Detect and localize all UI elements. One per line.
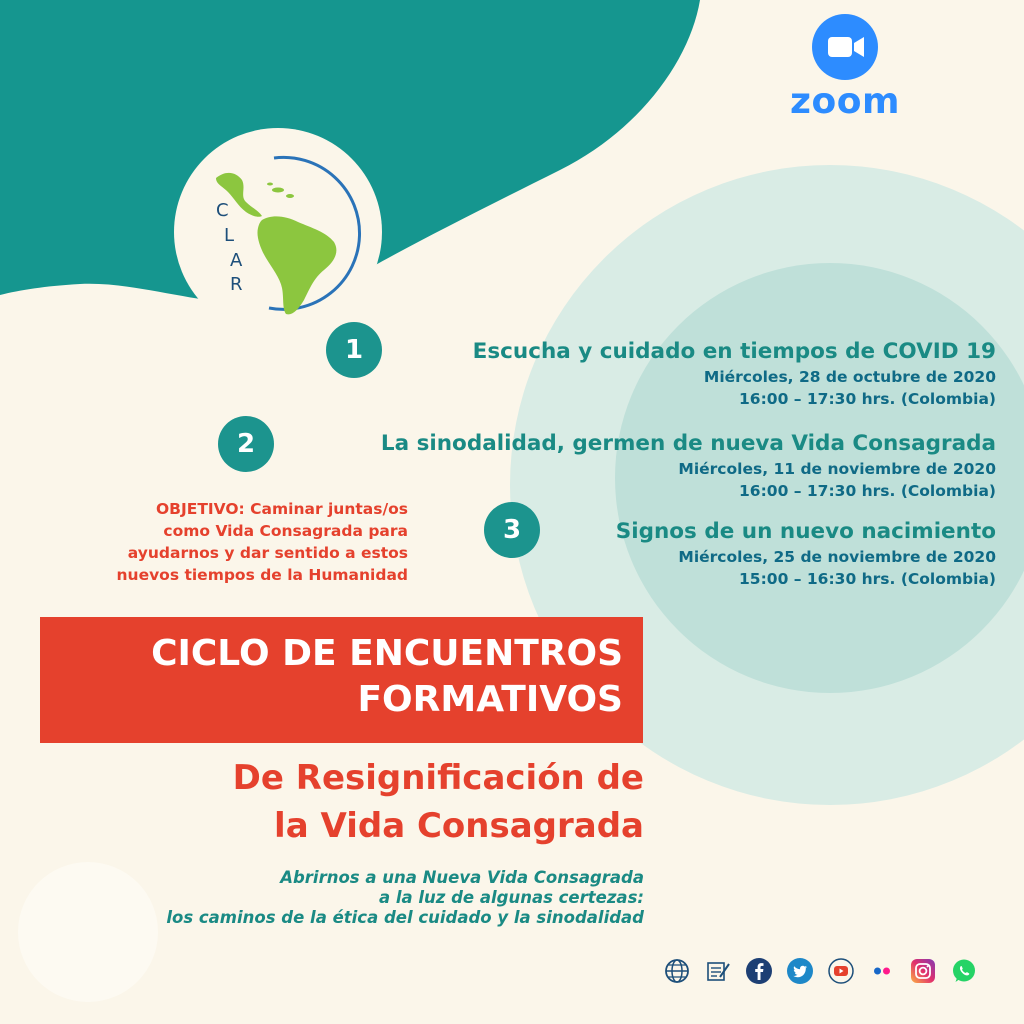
session-2-time: 16:00 – 17:30 hrs. (Colombia) xyxy=(739,482,996,500)
whatsapp-icon[interactable] xyxy=(949,956,979,986)
youtube-icon[interactable] xyxy=(826,956,856,986)
session-1-time: 16:00 – 17:30 hrs. (Colombia) xyxy=(739,390,996,408)
session-2-date: Miércoles, 11 de noviembre de 2020 xyxy=(678,460,996,478)
clar-letter-a: A xyxy=(230,250,243,271)
blog-icon[interactable] xyxy=(703,956,733,986)
clar-letter-r: R xyxy=(230,274,243,295)
banner-line-1: CICLO DE ENCUENTROS xyxy=(151,633,623,674)
globe-icon[interactable] xyxy=(662,956,692,986)
resignification-title xyxy=(84,754,644,850)
session-3-date: Miércoles, 25 de noviembre de 2020 xyxy=(678,548,996,566)
tagline xyxy=(44,868,644,928)
flickr-icon[interactable] xyxy=(867,956,897,986)
cycle-banner xyxy=(40,617,643,743)
session-2 xyxy=(381,430,996,502)
facebook-icon[interactable] xyxy=(744,956,774,986)
session-2-number: 2 xyxy=(218,416,274,472)
objective-line-4: nuevos tiempos de la Humanidad xyxy=(116,566,408,584)
zoom-wordmark: zoom xyxy=(790,81,900,122)
session-1-date: Miércoles, 28 de octubre de 2020 xyxy=(703,368,996,386)
clar-map-icon xyxy=(174,128,382,336)
session-3-number: 3 xyxy=(484,502,540,558)
social-icons-bar xyxy=(662,956,979,986)
subtitle-line-1: De Resignificación de xyxy=(232,758,644,798)
session-1-number: 1 xyxy=(326,322,382,378)
banner-line-2: FORMATIVOS xyxy=(357,679,623,720)
tagline-line-3: los caminos de la ética del cuidado y la sinodalidad xyxy=(166,908,644,927)
session-1-title: Escucha y cuidado en tiempos de COVID 19 xyxy=(472,339,996,364)
objective-line-2: como Vida Consagrada para xyxy=(163,522,408,540)
tagline-line-2: a la luz de algunas certezas: xyxy=(378,888,644,907)
session-3-time: 15:00 – 16:30 hrs. (Colombia) xyxy=(739,570,996,588)
session-3 xyxy=(616,518,996,590)
zoom-camera-icon xyxy=(812,14,878,80)
tagline-line-1: Abrirnos a una Nueva Vida Consagrada xyxy=(280,868,644,887)
session-3-title: Signos de un nuevo nacimiento xyxy=(615,519,996,544)
clar-letter-c: C xyxy=(216,200,229,221)
clar-letter-l: L xyxy=(224,225,235,246)
instagram-icon[interactable] xyxy=(908,956,938,986)
zoom-logo xyxy=(780,14,910,122)
objective-line-3: ayudarnos y dar sentido a estos xyxy=(127,544,408,562)
subtitle-line-2: la Vida Consagrada xyxy=(274,806,644,846)
clar-logo xyxy=(174,128,382,336)
session-1 xyxy=(473,338,996,410)
twitter-icon[interactable] xyxy=(785,956,815,986)
objective-text xyxy=(48,498,408,586)
session-2-title: La sinodalidad, germen de nueva Vida Consagrada xyxy=(380,431,996,456)
objective-line-1: OBJETIVO: Caminar juntas/os xyxy=(155,500,408,518)
